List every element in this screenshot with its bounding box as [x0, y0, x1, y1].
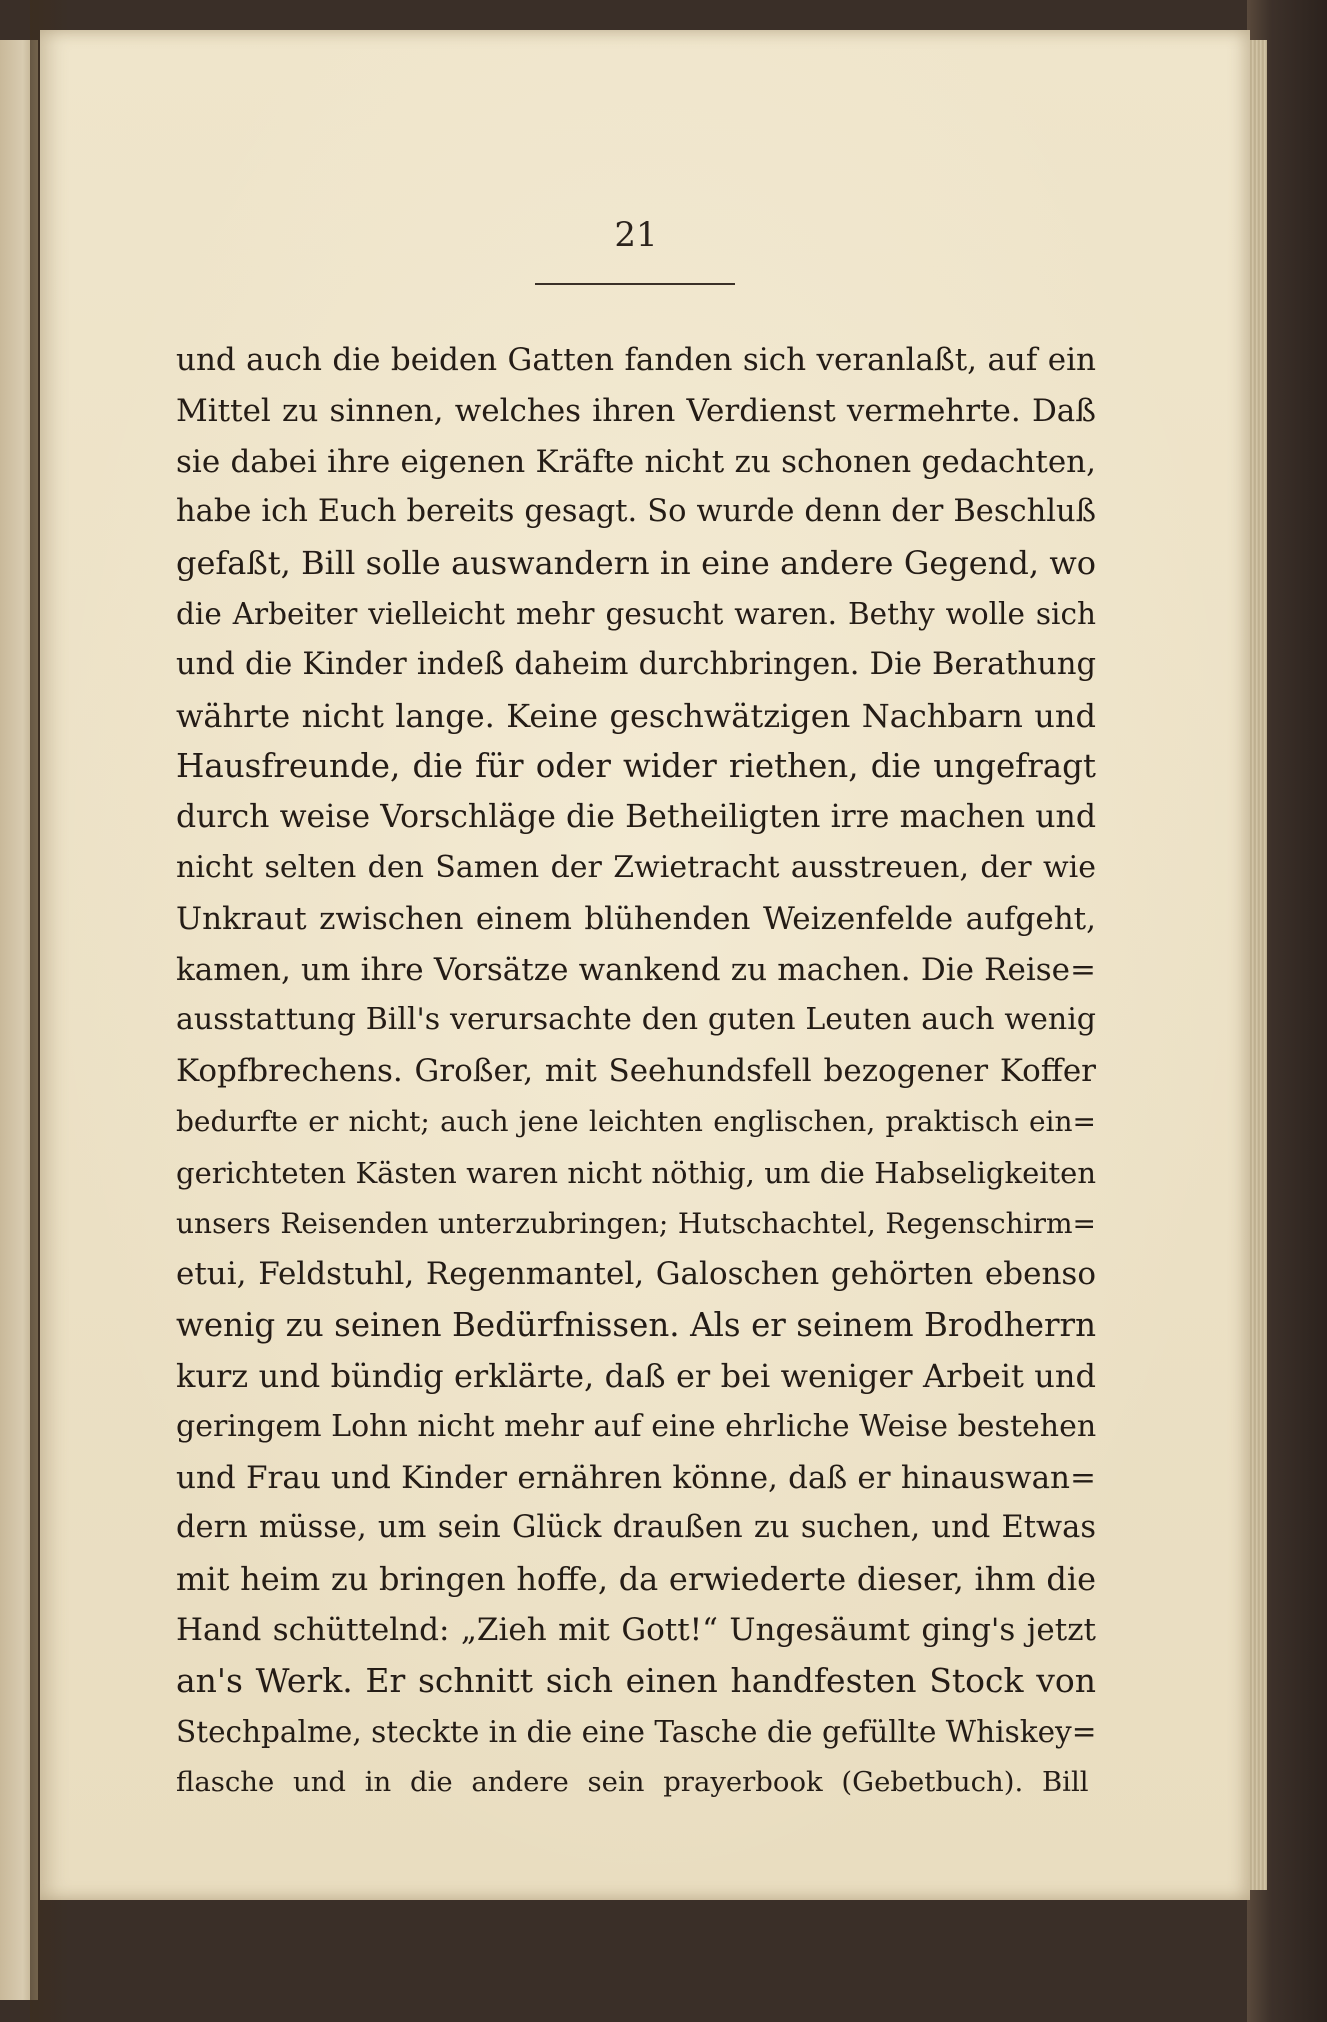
text-line: geringem Lohn nicht mehr auf eine ehrliche Weise bestehen: [176, 1408, 1097, 1444]
text-line: durch weise Vorschläge die Betheiligten irre machen und: [176, 799, 1096, 836]
text-line: und die Kinder indeß daheim durchbringen. Die Berathung: [176, 646, 1096, 682]
text-line: Stechpalme, steckte in die eine Tasche die gefüllte Whiskey=: [176, 1714, 1097, 1749]
page-number: 21: [614, 215, 658, 255]
text-line: habe ich Euch bereits gesagt. So wurde denn der Beschluß: [176, 494, 1096, 530]
text-line: die Arbeiter vielleicht mehr gesucht waren. Bethy wolle sich: [176, 596, 1096, 631]
text-line: bedurfte er nicht; auch jene leichten englischen, praktisch ein=: [176, 1104, 1096, 1138]
text-line: und Frau und Kinder ernähren könne, daß er hinauswan=: [176, 1459, 1096, 1496]
body-text: [176, 335, 1096, 1808]
text-line: kurz und bündig erklärte, daß er bei weniger Arbeit und: [176, 1356, 1096, 1395]
text-line: ausstattung Bill's verursachte den guten Leuten auch wenig: [176, 1002, 1096, 1038]
text-line: unsers Reisenden unterzubringen; Hutschachtel, Regenschirm=: [176, 1206, 1096, 1240]
text-line: gerichteten Kästen waren nicht nöthig, um die Habseligkeiten: [176, 1155, 1096, 1190]
text-line: Hausfreunde, die für oder wider riethen, die ungefragt: [176, 747, 1096, 786]
text-line: nicht selten den Samen der Zwietracht ausstreuen, der wie: [176, 849, 1096, 885]
text-line: währte nicht lange. Keine geschwätzigen Nachbarn und: [176, 696, 1096, 735]
text-line: sie dabei ihre eigenen Kräfte nicht zu schonen gedachten,: [176, 443, 1096, 480]
text-line: Unkraut zwischen einem blühenden Weizenfelde aufgeht,: [176, 900, 1096, 937]
text-line: Mittel zu sinnen, welches ihren Verdienst vermehrte. Daß: [176, 392, 1096, 429]
text-line: an's Werk. Er schnitt sich einen handfesten Stock von: [176, 1660, 1096, 1700]
text-line: wenig zu seinen Bedürfnissen. Als er seinem Brodherrn: [176, 1306, 1096, 1345]
book-page: [40, 30, 1250, 1900]
text-line: gefaßt, Bill solle auswandern in eine andere Gegend, wo: [176, 544, 1096, 583]
text-line: flasche und in die andere sein prayerbook (Gebetbuch). Bill: [176, 1766, 1089, 1799]
text-line: dern müsse, um sein Glück draußen zu suchen, und Etwas: [176, 1510, 1096, 1546]
text-line: etui, Feldstuhl, Regenmantel, Galoschen gehörten ebenso: [176, 1256, 1096, 1293]
text-line: und auch die beiden Gatten fanden sich veranlaßt, auf ein: [176, 342, 1096, 378]
text-line: Kopfbrechens. Großer, mit Seehundsfell bezogener Koffer: [176, 1053, 1096, 1090]
header-rule: [535, 283, 735, 285]
text-line: Hand schüttelnd: „Zieh mit Gott!“ Ungesäumt ging's jetzt: [176, 1611, 1096, 1648]
text-line: kamen, um ihre Vorsätze wankend zu machen. Die Reise=: [176, 951, 1096, 988]
text-line: mit heim zu bringen hoffe, da erwiederte dieser, ihm die: [176, 1560, 1096, 1599]
